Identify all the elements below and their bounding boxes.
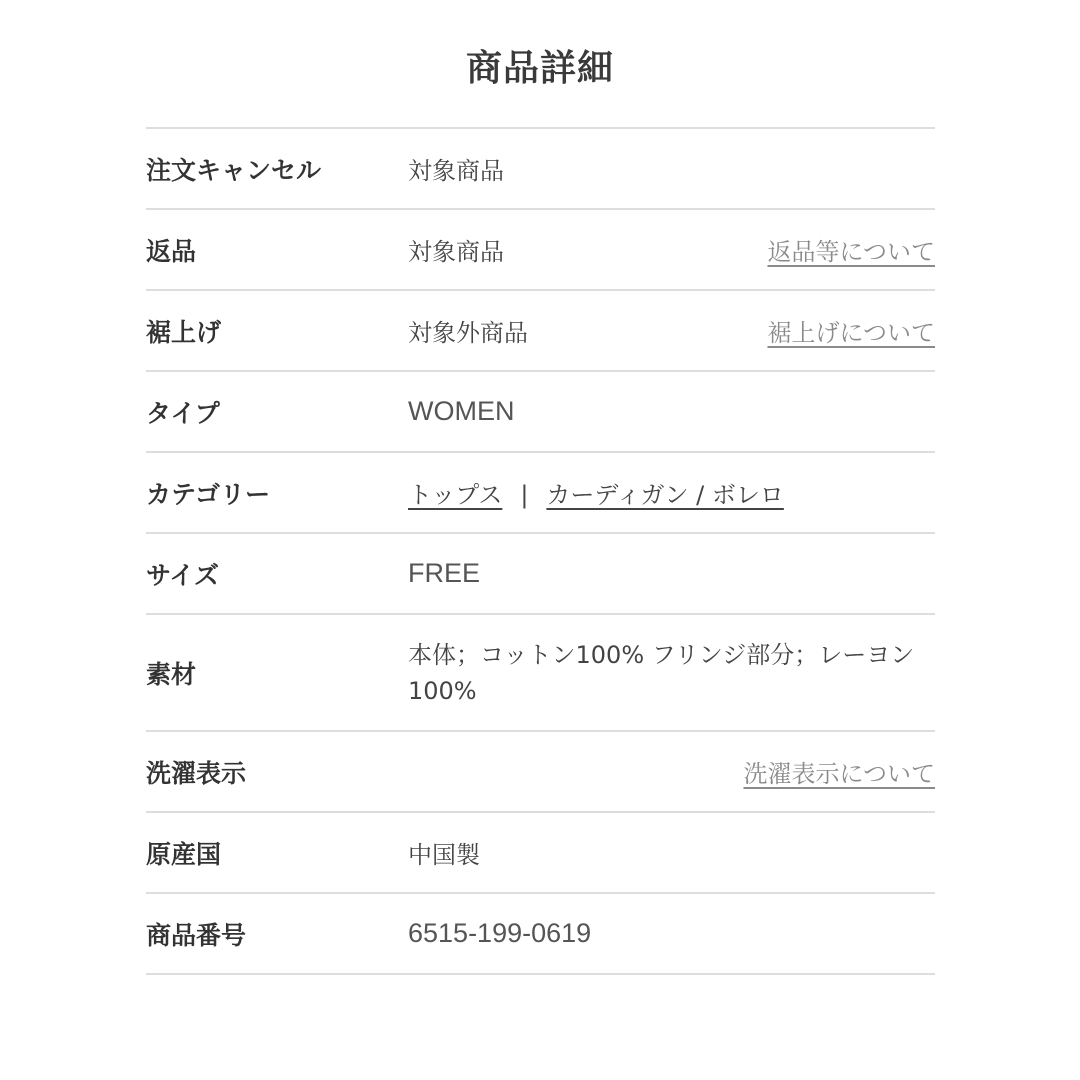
product-spec-table [146,127,935,975]
spec-value-material: 本体；コットン100% フリンジ部分；レーヨン100% [408,640,915,705]
spec-row-care [146,732,935,813]
category-link-tops[interactable]: トップス [408,481,503,509]
spec-label-returns: 返品 [146,236,197,266]
returns-info-link[interactable]: 返品等について [767,238,935,266]
spec-label-type: タイプ [146,398,220,428]
hem-info-link[interactable]: 裾上げについて [767,319,935,347]
spec-value-origin: 中国製 [408,841,480,869]
spec-value-size: FREE [408,558,481,588]
page-title: 商品詳細 [465,48,614,89]
care-label-info-link[interactable]: 洗濯表示について [743,760,935,788]
category-link-cardigan-bolero[interactable]: カーディガン / ボレロ [546,481,784,509]
spec-label-care: 洗濯表示 [146,758,247,788]
spec-value-product-number: 6515-199-0619 [408,918,592,948]
category-separator: | [520,481,529,509]
spec-value-returns: 対象商品 [408,238,504,266]
spec-row-cancel [146,129,935,210]
spec-row-material [146,615,935,732]
spec-label-origin: 原産国 [146,839,222,869]
spec-label-product-number: 商品番号 [146,920,247,950]
spec-label-material: 素材 [146,659,197,689]
spec-row-returns [146,210,935,291]
spec-row-origin [146,813,935,894]
spec-row-hem [146,291,935,372]
spec-label-cancel: 注文キャンセル [146,155,322,185]
spec-value-category [408,475,784,510]
spec-row-product-number [146,894,935,975]
spec-label-hem: 裾上げ [146,317,222,347]
spec-value-hem: 対象外商品 [408,319,528,347]
spec-label-size: サイズ [146,560,220,590]
spec-row-type [146,372,935,453]
spec-value-type: WOMEN [408,396,515,426]
spec-value-cancel: 対象商品 [408,157,504,185]
spec-row-category [146,453,935,534]
spec-label-category: カテゴリー [146,479,271,509]
spec-row-size [146,534,935,615]
